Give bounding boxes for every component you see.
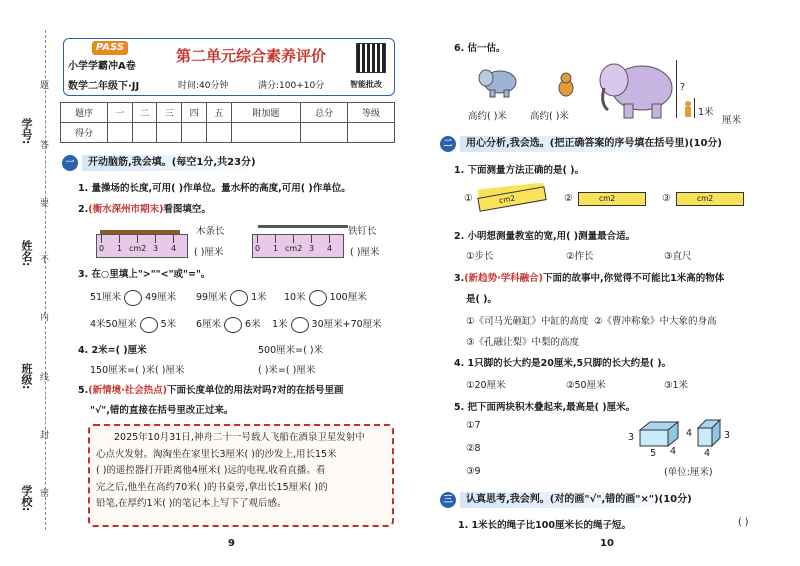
q-num: 3. (454, 273, 465, 284)
q1-5 (78, 382, 344, 396)
small-animal-icon (556, 72, 576, 98)
q1-4c: 150厘米=( )米( )厘米 (90, 365, 185, 376)
ruler-number: 4 (327, 244, 333, 253)
story-line: 完之后,他坐在高约70米( )的书桌旁,拿出长15厘米( )的 (96, 481, 328, 493)
compare-right: 6米 (245, 319, 261, 330)
table-row (61, 103, 395, 123)
q2-1: 1. 下面测量方法正确的是( )。 (454, 165, 585, 176)
wood-label: 木条长 (196, 226, 225, 237)
option-1[interactable]: ① (464, 193, 473, 204)
margin-mark: 答 (40, 141, 50, 151)
page-number-left: 9 (228, 538, 235, 549)
class-label: 班级: (20, 363, 33, 390)
school-label: 学校: (20, 485, 33, 512)
section-three-header (440, 492, 698, 508)
wood-blank[interactable]: ( )厘米 (194, 247, 224, 258)
compare-circle[interactable] (309, 290, 327, 306)
compare-right: 30厘米+70厘米 (311, 319, 382, 330)
one-meter-label: 1米 (698, 107, 714, 118)
q2-3-cont: 是( )。 (466, 294, 497, 305)
q6-label: 6. 估一估。 (454, 43, 506, 54)
q1-2 (78, 201, 211, 215)
ruler-option-2 (578, 192, 646, 206)
ruler-number: 1 (273, 244, 279, 253)
section-number: 一 (62, 155, 78, 171)
page-number-right: 10 (600, 538, 614, 549)
option-item[interactable]: ①步长 (466, 251, 494, 262)
name-label: 姓名: (20, 240, 33, 267)
compare-circle[interactable] (224, 317, 242, 333)
q1-5-cont: "√",错的直接在括号里改正过来。 (90, 405, 234, 416)
score-cell[interactable] (206, 123, 231, 143)
score-cell[interactable] (347, 123, 394, 143)
option-item[interactable]: ②拃长 (566, 251, 594, 262)
tick (257, 235, 258, 243)
option-item[interactable]: ①20厘米 (466, 380, 506, 391)
ruler-option-3 (676, 192, 744, 206)
table-cell: 总分 (300, 103, 347, 123)
section-title: 用心分析,我会选。(把正确答案的序号填在括号里)(10分) (460, 136, 728, 152)
compare-item (196, 289, 267, 306)
tick (137, 235, 138, 243)
table-cell: 二 (132, 103, 157, 123)
compare-circle[interactable] (124, 290, 142, 306)
margin-mark: 线 (40, 373, 50, 383)
compare-item (196, 316, 261, 333)
compare-circle[interactable] (140, 317, 158, 333)
table-cell: 题序 (61, 103, 108, 123)
compare-item (90, 289, 176, 306)
score-cell[interactable] (231, 123, 300, 143)
ruler-number: 0 (99, 244, 105, 253)
table-cell: 附加题 (231, 103, 300, 123)
option-2[interactable]: ② (564, 193, 573, 204)
ruler-number: cm2 (697, 194, 714, 203)
table-cell: 三 (157, 103, 182, 123)
binding-dashed-line (45, 30, 46, 530)
story-line: 2025年10月31日,神舟二十一号载人飞船在酒泉卫星发射中 (114, 432, 365, 443)
table-row (61, 123, 395, 143)
tick (311, 235, 312, 243)
qr-code-icon (356, 43, 386, 73)
q-num: 5. (78, 385, 89, 396)
table-cell: 等级 (347, 103, 394, 123)
height-blank-a[interactable]: 高约( )米 (468, 111, 507, 122)
ruler-number: 1 (117, 244, 123, 253)
ruler-number: 4 (171, 244, 177, 253)
table-cell: 五 (206, 103, 231, 123)
ruler-number: cm2 (129, 244, 147, 253)
q-num: 2. (78, 204, 89, 215)
ruler-number: cm2 (599, 194, 616, 203)
tick (101, 235, 102, 243)
brand-title: 小学学霸冲A卷 (68, 61, 136, 72)
option-item[interactable]: ②《曹冲称象》中大象的身高 (594, 316, 717, 327)
block-b-icon (694, 418, 724, 450)
nail-label: 铁钉长 (348, 226, 377, 237)
block-dim: 4 (670, 446, 677, 457)
q-tag: (衡水深州市期末) (88, 204, 164, 215)
option-item[interactable]: ①《司马光砸缸》中缸的高度 (466, 316, 589, 327)
compare-right: 5米 (160, 319, 177, 330)
score-cell[interactable] (182, 123, 207, 143)
unknown-marker: ? (680, 82, 686, 93)
student-id-label: 学号: (20, 118, 33, 145)
block-unit: (单位:厘米) (664, 467, 713, 478)
qr-caption: 智能批改 (350, 80, 382, 89)
option-item[interactable]: ①7 (466, 420, 481, 431)
q-tag: (新情境·社会热点) (88, 385, 168, 396)
option-3[interactable]: ③ (662, 193, 671, 204)
judge-blank[interactable]: ( ) (738, 517, 749, 528)
grade-label: 数学二年级下·JJ (68, 81, 140, 92)
child-icon (682, 100, 694, 118)
tick (155, 235, 156, 243)
score-table (60, 102, 395, 143)
height-blank-b[interactable]: 高约( )米 (530, 111, 569, 122)
compare-right: 49厘米 (145, 292, 177, 303)
option-item[interactable]: ③1米 (664, 380, 689, 391)
q2-3 (454, 270, 724, 284)
q3-1: 1. 1米长的绳子比100厘米长的绳子短。 (458, 520, 631, 531)
ruler-number: 0 (255, 244, 261, 253)
score-cell[interactable] (107, 123, 132, 143)
q-text: 下面的故事中,你觉得不可能比1米高的物体 (543, 273, 725, 284)
unit-title: 第二单元综合素养评价 (176, 47, 327, 65)
q1-4d: ( )米=( )厘米 (258, 365, 316, 376)
nail-image (258, 225, 348, 228)
nail-blank[interactable]: ( )厘米 (350, 247, 380, 258)
compare-right: 1米 (251, 292, 267, 303)
story-line: 铅笔,在厚约1米( )的笔记本上写下了观后感。 (96, 498, 287, 509)
score-cell[interactable] (300, 123, 347, 143)
margin-mark: 密 (40, 489, 50, 499)
block-dim: 4 (686, 428, 693, 439)
big-elephant-icon (598, 58, 676, 120)
section-one-header (62, 155, 262, 171)
margin-mark: 封 (40, 431, 50, 441)
compare-circle[interactable] (230, 290, 248, 306)
section-number: 二 (440, 136, 456, 152)
option-item[interactable]: ③9 (466, 466, 481, 477)
ruler-number: 3 (309, 244, 315, 253)
compare-left: 6厘米 (196, 319, 222, 330)
score-cell[interactable] (157, 123, 182, 143)
section-two-header (440, 136, 728, 152)
q-text: 看图填空。 (163, 204, 211, 215)
option-item[interactable]: ②50厘米 (566, 380, 606, 391)
tick (173, 235, 174, 243)
time-label: 时间:40分钟 (178, 81, 229, 91)
block-dim: 3 (724, 430, 731, 441)
tick (329, 235, 330, 243)
margin-mark: 题 (40, 81, 50, 91)
q1-4b: 500厘米=( )米 (258, 345, 324, 356)
tick (275, 235, 276, 243)
option-item[interactable]: ③《孔融让梨》中梨的高度 (466, 337, 580, 348)
compare-right: 100厘米 (329, 292, 367, 303)
pass-badge: PASS (92, 41, 128, 55)
margin-mark: 不 (40, 255, 50, 265)
option-item[interactable]: ③直尺 (664, 251, 692, 262)
compare-circle[interactable] (291, 317, 309, 333)
ruler-b (252, 234, 344, 258)
block-a-icon (636, 420, 684, 450)
story-box (88, 424, 394, 527)
compare-left: 1米 (272, 319, 288, 330)
block-dim: 4 (704, 448, 711, 459)
block-dim: 5 (650, 448, 657, 459)
ruler-number: cm2 (498, 193, 516, 206)
baby-elephant-icon (478, 66, 518, 98)
block-dim: 3 (628, 432, 635, 443)
q2-5: 5. 把下面两块积木叠起来,最高是( )厘米。 (454, 402, 636, 413)
table-cell: 一 (107, 103, 132, 123)
section-title: 认真思考,我会判。(对的画"√",错的画"×")(10分) (460, 492, 698, 508)
q1-4a: 4. 2米=( )厘米 (78, 345, 147, 356)
score-cell[interactable] (132, 123, 157, 143)
tick (119, 235, 120, 243)
q-tag: (新趋势·学科融合) (464, 273, 544, 284)
q-text: 下面长度单位的用法对吗?对的在括号里画 (167, 385, 344, 396)
exam-header (63, 38, 395, 96)
ruler-number: 3 (153, 244, 159, 253)
q2-2: 2. 小明想测量教室的宽,用( )测量最合适。 (454, 231, 636, 242)
compare-left: 10米 (284, 292, 306, 303)
compare-left: 4米50厘米 (90, 319, 137, 330)
section-title: 开动脑筋,我会填。(每空1分,共23分) (82, 155, 262, 171)
margin-mark: 内 (40, 313, 50, 323)
table-cell: 四 (182, 103, 207, 123)
compare-left: 99厘米 (196, 292, 228, 303)
ruler-a (96, 234, 188, 258)
q1-1: 1. 量操场的长度,可用( )作单位。量水杯的高度,可用( )作单位。 (78, 183, 351, 194)
compare-item (284, 289, 367, 306)
meter-line (694, 98, 695, 118)
q1-3: 3. 在○里填上">""<"或"="。 (78, 269, 211, 280)
table-cell: 得分 (61, 123, 108, 143)
q2-4: 4. 1只脚的长大约是20厘米,5只脚的长大约是( )。 (454, 358, 672, 369)
section-number: 三 (440, 492, 456, 508)
story-line: 心点火发射。淘淘坐在家里长3厘米( )的沙发上,用长15米 (96, 448, 337, 460)
compare-item (90, 316, 176, 333)
compare-item (272, 316, 382, 333)
unit-cm: 厘米 (722, 115, 742, 126)
margin-mark: 要 (40, 199, 50, 209)
height-line (676, 60, 677, 118)
story-line: ( )的遥控器打开距离他4厘米( )远的电视,收看直播。看 (96, 465, 326, 476)
option-item[interactable]: ②8 (466, 443, 481, 454)
full-score-label: 满分:100+10分 (258, 81, 325, 91)
compare-left: 51厘米 (90, 292, 122, 303)
tick (293, 235, 294, 243)
ruler-number: cm2 (285, 244, 303, 253)
